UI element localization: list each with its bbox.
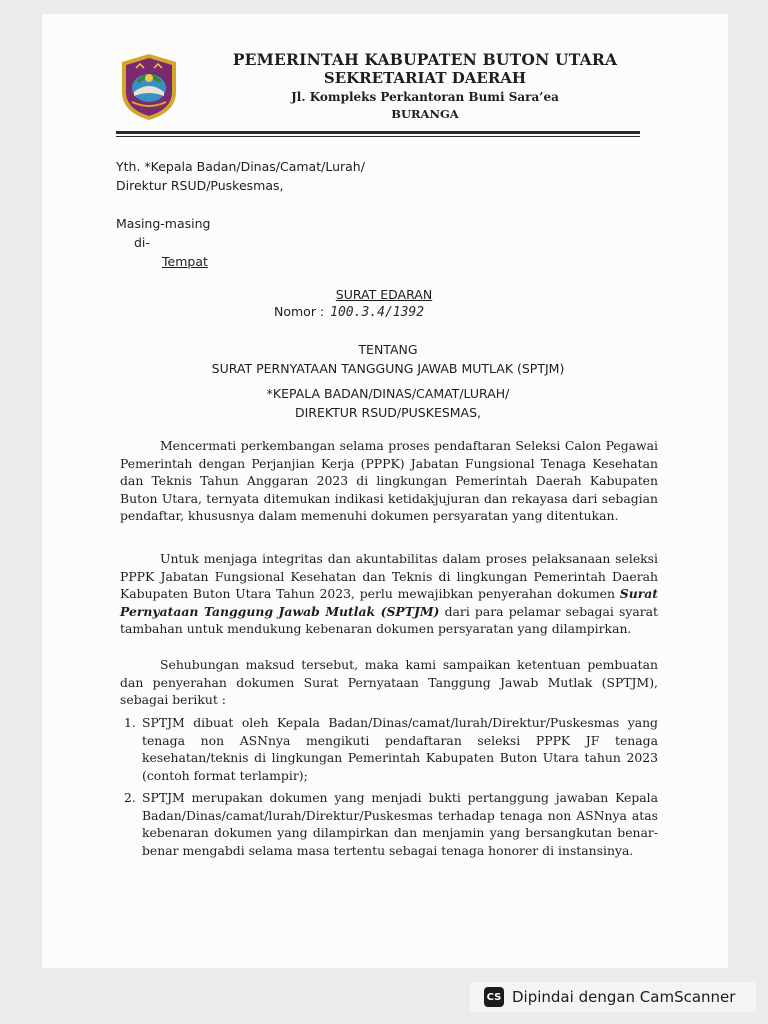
- recipient-di: di-: [134, 235, 150, 250]
- paragraph-2: [120, 550, 658, 638]
- subject-line-2: *KEPALA BADAN/DINAS/CAMAT/LURAH/: [266, 386, 510, 401]
- recipient-line-2: Direktur RSUD/Puskesmas,: [116, 178, 284, 193]
- paragraph-3: Sehubungan maksud tersebut, maka kami sampaikan ketentuan pembuatan dan penyerahan dokumen Surat Pernyataan Tanggung Jawab Mutlak (SPTJM), sebagai berikut :: [120, 657, 658, 707]
- list-item: [124, 714, 658, 784]
- letterhead-rule-thin: [116, 136, 640, 137]
- tentang-heading: TENTANG: [358, 342, 418, 357]
- camscanner-watermark: [470, 982, 756, 1012]
- letter-title: SURAT EDARAN: [335, 287, 433, 302]
- subject-line-1: SURAT PERNYATAAN TANGGUNG JAWAB MUTLAK (SPTJM): [211, 361, 565, 376]
- list-item-text: SPTJM merupakan dokumen yang menjadi bukti pertanggung jawaban Kepala Badan/Dinas/camat/lurah/Direktur/Puskesmas terhadap tenaga non ASNnya atas kebenaran dokumen yang dilampirkan dan menjamin yang bersangkutan benar-benar mengabdi selama masa tertentu sebagai tenaga honorer di instansinya.: [142, 790, 658, 858]
- paragraph-2-text-a: Untuk menjaga integritas dan akuntabilitas dalam proses pelaksanaan seleksi PPPK Jabatan Fungsional Kesehatan dan Teknis di lingkungan Pemerintah Daerah Kabupaten Buton Utara Tahun 2023, perlu mewajibkan penyerahan dokumen: [120, 551, 658, 601]
- paragraph-1: Mencermati perkembangan selama proses pendaftaran Seleksi Calon Pegawai Pemerintah dengan Perjanjian Kerja (PPPK) Jabatan Fungsional Tenaga Kesehatan dan Teknis Tahun Anggaran 2023 di lingkungan Pemerintah Daerah Kabupaten Buton Utara, ternyata ditemukan indikasi ketidakjujuran dan rekayasa dari sebagian pendaftar, khususnya dalam memenuhi dokumen persyaratan yang ditentukan.: [120, 438, 658, 523]
- recipient-line-1: Yth. *Kepala Badan/Dinas/Camat/Lurah/: [116, 159, 365, 174]
- list-item-number: 2.: [124, 790, 136, 805]
- camscanner-logo-icon: CS: [484, 987, 504, 1007]
- letterhead-city: BURANGA: [391, 107, 459, 121]
- recipient-tempat: Tempat: [162, 254, 208, 269]
- regency-crest-icon: [118, 52, 180, 122]
- list-item-text: SPTJM dibuat oleh Kepala Badan/Dinas/camat/lurah/Direktur/Puskesmas yang tenaga non ASNnya mengikuti pendaftaran seleksi PPPK JF tenaga kesehatan/teknis di lingkungan Pemerintah Kabupaten Buton Utara tahun 2023 (contoh format terlampir);: [142, 715, 658, 783]
- letterhead: [200, 50, 650, 123]
- subject-line-3: DIREKTUR RSUD/PUSKESMAS,: [294, 405, 482, 420]
- list-item: [124, 789, 658, 859]
- letterhead-secretariat: SEKRETARIAT DAERAH: [323, 69, 527, 87]
- camscanner-text: Dipindai dengan CamScanner: [512, 988, 736, 1006]
- letter-number-label: Nomor :: [274, 304, 325, 319]
- paragraph-2-text-b: dari para pelamar sebagai syarat tambahan untuk mendukung kebenaran dokumen persyaratan yang dilampirkan.: [120, 603, 659, 636]
- letterhead-government: PEMERINTAH KABUPATEN BUTON UTARA: [232, 50, 618, 69]
- letterhead-address: Jl. Kompleks Perkantoran Bumi Sara’ea: [291, 90, 559, 104]
- paragraph-2-sptjm-emphasis: Surat Pernyataan Tanggung Jawab Mutlak (SPTJM): [120, 586, 658, 619]
- letter-number-value: 100.3.4/1392: [330, 305, 425, 320]
- list-item-number: 1.: [124, 715, 136, 730]
- letterhead-rule-thick: [116, 131, 640, 134]
- recipient-masing: Masing-masing: [116, 216, 211, 231]
- letter-number: [274, 304, 424, 320]
